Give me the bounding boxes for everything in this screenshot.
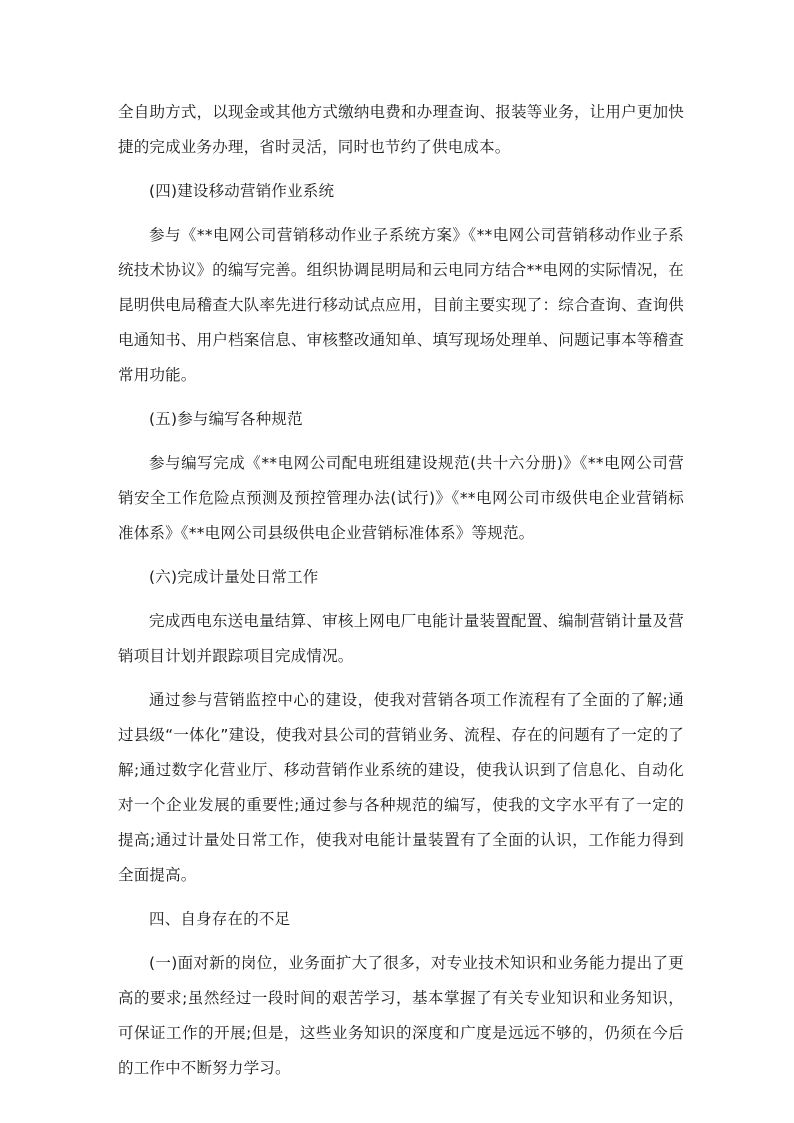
- paragraph-shortcoming-1: (一)面对新的岗位，业务面扩大了很多，对专业技术知识和业务能力提出了更高的要求;虽然经过一段时间的艰苦学习，基本掌握了有关专业知识和业务知识，可保证工作的开展;但是，这些业务知识的深度和广度是远远不够的，仍须在今后的工作中不断努力学习。: [118, 954, 684, 1077]
- paragraph-standards: 参与编写完成《**电网公司配电班组建设规范(共十六分册)》《**电网公司营销安全工作危险点预测及预控管理办法(试行)》《**电网公司市级供电企业营销标准体系》《**电网公司县级供电企业营销标准体系》等规范。: [118, 454, 684, 542]
- paragraph-metering: 完成西电东送电量结算、审核上网电厂电能计量装置配置、编制营销计量及营销项目计划并跟踪项目完成情况。: [118, 612, 684, 665]
- section-heading-6: (六)完成计量处日常工作: [149, 568, 319, 586]
- paragraph-continuation: 全自助方式，以现金或其他方式缴纳电费和办理查询、报装等业务，让用户更加快捷的完成业务办理，省时灵活，同时也节约了供电成本。: [118, 103, 684, 156]
- section-heading-4: (四)建设移动营销作业系统: [149, 182, 335, 200]
- paragraph-summary: 通过参与营销监控中心的建设，使我对营销各项工作流程有了全面的了解;通过县级“一体化”建设，使我对县公司的营销业务、流程、存在的问题有了一定的了解;通过数字化营业厅、移动营销作业系统的建设，使我认识到了信息化、自动化对一个企业发展的重要性;通过参与各种规范的编写，使我的文字水平有了一定的提高;通过计量处日常工作，使我对电能计量装置有了全面的认识，工作能力得到全面提高。: [118, 691, 684, 884]
- section-heading-shortcomings: 四、自身存在的不足: [149, 910, 291, 928]
- paragraph-mobile-marketing: 参与《**电网公司营销移动作业子系统方案》《**电网公司营销移动作业子系统技术协议》的编写完善。组织协调昆明局和云电同方结合**电网的实际情况，在昆明供电局稽查大队率先进行移动试点应用，目前主要实现了：综合查询、查询供电通知书、用户档案信息、审核整改通知单、填写现场处理单、问题记事本等稽查常用功能。: [118, 226, 684, 384]
- section-heading-5: (五)参与编写各种规范: [149, 410, 303, 428]
- document-body: [118, 95, 684, 1095]
